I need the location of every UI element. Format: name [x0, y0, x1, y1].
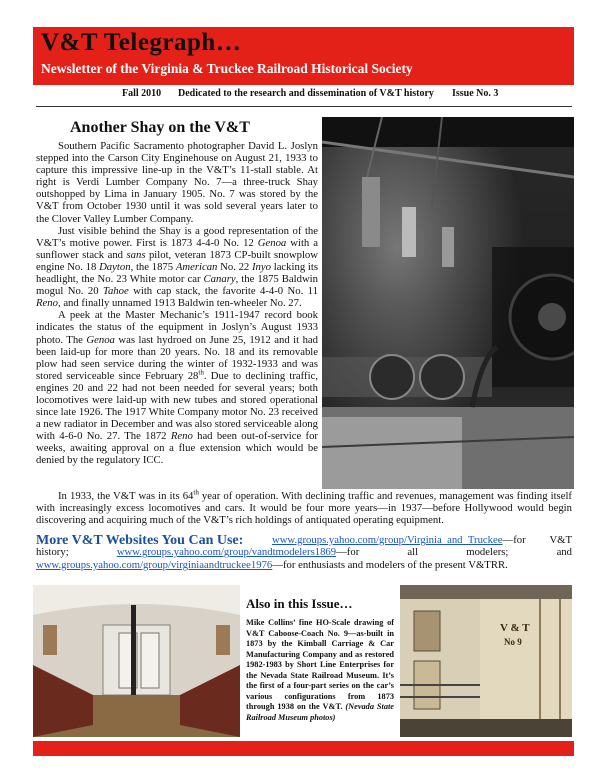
- masthead-title: V&T Telegraph…: [41, 29, 242, 56]
- websites-heading: More V&T Websites You Can Use:: [36, 533, 244, 548]
- header-rule: [36, 106, 572, 107]
- issue-line: [36, 88, 572, 104]
- caboose-exterior-photo: [400, 585, 572, 737]
- car-number: No 9: [504, 637, 522, 647]
- issue-season: Fall 2010: [122, 88, 162, 99]
- masthead-banner: [33, 27, 574, 85]
- footer-bar: [33, 741, 574, 756]
- article-title: Another Shay on the V&T: [70, 119, 250, 136]
- website-link-vandtmodelers1869[interactable]: www.groups.yahoo.com/group/vandtmodelers1869: [116, 546, 337, 559]
- article-paragraph-1: Southern Pacific Sacramento photographer David L. Joslyn stepped into the Carson City Enginehouse on August 21, 1933 to capture this impressive line-up in the V&T’s 11-stall stable. At right is Verdi Lumber Company No. 7—a three-truck Shay outshopped by Lima in January 1905. No. 7 was stored by the V&T from October 1930 until it was sold several years later to the Clover Valley Lumber Company.: [36, 140, 318, 225]
- enginehouse-photo: [322, 117, 574, 489]
- also-in-issue-title: Also in this Issue…: [246, 596, 353, 611]
- issue-number: Issue No. 3: [452, 88, 499, 99]
- article-paragraph-2: Just visible behind the Shay is a good representation of the V&T’s motive power. First is 1873 4-4-0 No. 12 Genoa with a sunflower stack and sans pilot, veteran 1873 CP-built snowplow engine No. 18 Dayton, the 1875 American No. 22 Inyo lacking its headlight, the No. 23 White motor car Canary, the 1875 Baldwin mogul No. 20 Tahoe with cap stack, the favorite 4-4-0 No. 11 Reno, and finally unnamed 1913 Baldwin ten-wheeler No. 27.: [36, 224, 319, 310]
- article-paragraph-3: A peek at the Master Mechanic’s 1911-1947 record book indicates the status of the equipment in Joslyn’s August 1933 photo. The Genoa was last hydroed on June 25, 1912 and it had been laid-up for more than 20 years. No. 18 and its removable plow had seen service during the winter of 1932-1933 and was stored serviceable since February 28th. Due to declining traffic, engines 20 and 22 had not been needed for several years; both locomotives were laid-up with new tubes and stored operational since late 1926. The 1917 White Company motor No. 23 received a new radiator in December and was also stored serviceable along with 4-6-0 No. 27. The 1872 Reno had been out-of-service for weeks, awaiting approval on a flue extension which would be denied by the regulatory ICC.: [36, 309, 318, 467]
- car-lettering: V & T: [500, 622, 530, 634]
- website-link-virginiaandtruckee1976[interactable]: www.groups.yahoo.com/group/virginiaandtruckee1976: [36, 558, 273, 571]
- masthead-subtitle: Newsletter of the Virginia & Truckee Railroad Historical Society: [41, 61, 413, 76]
- website-link-virginia-and-truckee[interactable]: www.groups.yahoo.com/group/Virginia_and_Truckee: [272, 534, 503, 546]
- caboose-interior-photo: [33, 585, 240, 737]
- article-body: [36, 140, 318, 467]
- also-in-issue-text: Mike Collins’ fine HO-Scale drawing of V&T Caboose-Coach No. 9—as-built in 1873 by the Kimball Carriage & Car Manufacturing Company and as restored 1982-1983 by Short Line Enterprises for the Nevada State Railroad Museum. It’s the first of a four-part series on the car’s various configurations from 1873 through 1938 on the V&T. (Nevada State Railroad Museum photos): [246, 618, 394, 722]
- closing-paragraph: In 1933, the V&T was in its 64th year of operation. With declining traffic and revenues, management was finding itself with increasingly excess locomotives and cars. It would be four more years—in 1937—before Hollywood would begin discovering and acquiring much of the V&T’s rich holdings of antiquated operating equipment.: [36, 488, 572, 527]
- issue-tagline: Dedicated to the research and dissemination of V&T history: [178, 88, 434, 99]
- websites-text: www.groups.yahoo.com/group/Virginia_and_Truckee—for V&T history; www.groups.yahoo.com/group/vandtmodelers1869—for all modelers; and www.groups.yahoo.com/group/virginiaandtruckee1976—for enthusiasts and modelers of the present V&TRR.: [36, 534, 572, 571]
